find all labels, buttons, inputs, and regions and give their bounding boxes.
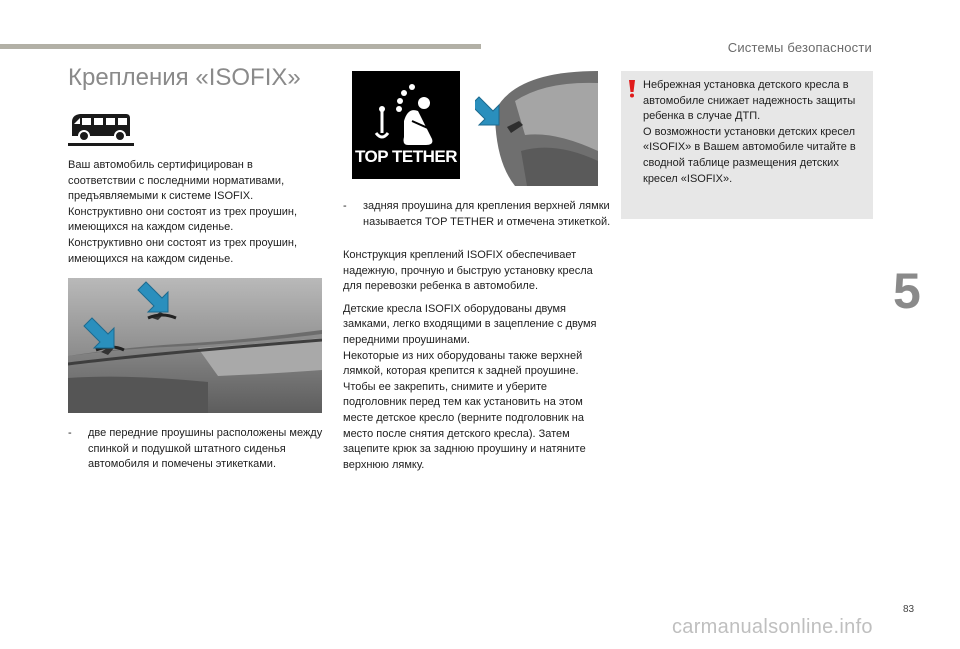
top-tether-text: TOP TETHER — [354, 147, 458, 166]
warning-paragraph: О возможности установки детских кресел «ISOFIX» в Вашем автомобиле читайте в сводной таблице размещения детских кресел «ISOFIX». — [643, 125, 856, 185]
paragraph: Чтобы ее закрепить, снимите и уберите подголовник перед тем как установить на этом месте детское кресло (верните подголовник на место после снятия детского кресла). Затем зацепите крюк за заднюю проушину и натяните верхнюю лямку. — [343, 380, 586, 471]
header-bar — [0, 44, 481, 49]
paragraph: Некоторые из них оборудованы также верхней лямкой, которая крепится к задней проушине. — [343, 349, 583, 378]
bullet-text: две передние проушины расположены между спинкой и подушкой штатного сиденья автомобиля и помечены этикетками. — [88, 427, 323, 471]
warning-exclamation-icon — [628, 80, 636, 98]
intro-paragraph: Ваш автомобиль сертифицирован в соответствии с последними нормативами, предъявляемыми к системе ISOFIX. — [68, 159, 285, 203]
seat-anchors-photo — [68, 278, 322, 413]
section-title: Системы безопасности — [727, 40, 872, 55]
isofix-description-block — [343, 248, 601, 473]
paragraph: Конструкция креплений ISOFIX обеспечивает надежную, прочную и быструю установку кресла для перевозки ребенка в автомобиле. — [343, 249, 593, 293]
paragraph: Детские кресла ISOFIX оборудованы двумя замками, легко входящими в зацепление с двумя передними проушинами. — [343, 302, 597, 346]
top-tether-label — [352, 71, 460, 179]
top-tether-photo — [475, 71, 598, 186]
construction-paragraph-2: Конструктивно они состоят из трех проушин, имеющихся на каждом сиденье. — [68, 236, 298, 265]
rear-anchor-bullet — [343, 199, 618, 230]
watermark[interactable]: carmanualsonline.info — [672, 616, 873, 638]
warning-text — [643, 78, 868, 187]
van-icon — [68, 110, 134, 146]
bullet-dash: - — [343, 200, 347, 212]
intro-text-block — [68, 158, 316, 267]
page-number: 83 — [903, 604, 915, 615]
bullet-dash: - — [68, 427, 72, 439]
chapter-number: 5 — [893, 263, 921, 319]
warning-paragraph: Небрежная установка детского кресла в автомобиле снижает надежность защиты ребенка в случае ДТП. — [643, 79, 856, 123]
front-anchors-bullet — [68, 426, 330, 473]
page-title: Крепления «ISOFIX» — [68, 64, 301, 91]
bullet-text: задняя проушина для крепления верхней лямки называется TOP TETHER и отмечена этикеткой. — [363, 200, 611, 228]
construction-paragraph-1: Конструктивно они состоят из трех проушин, имеющихся на каждом сиденье. — [68, 205, 298, 234]
